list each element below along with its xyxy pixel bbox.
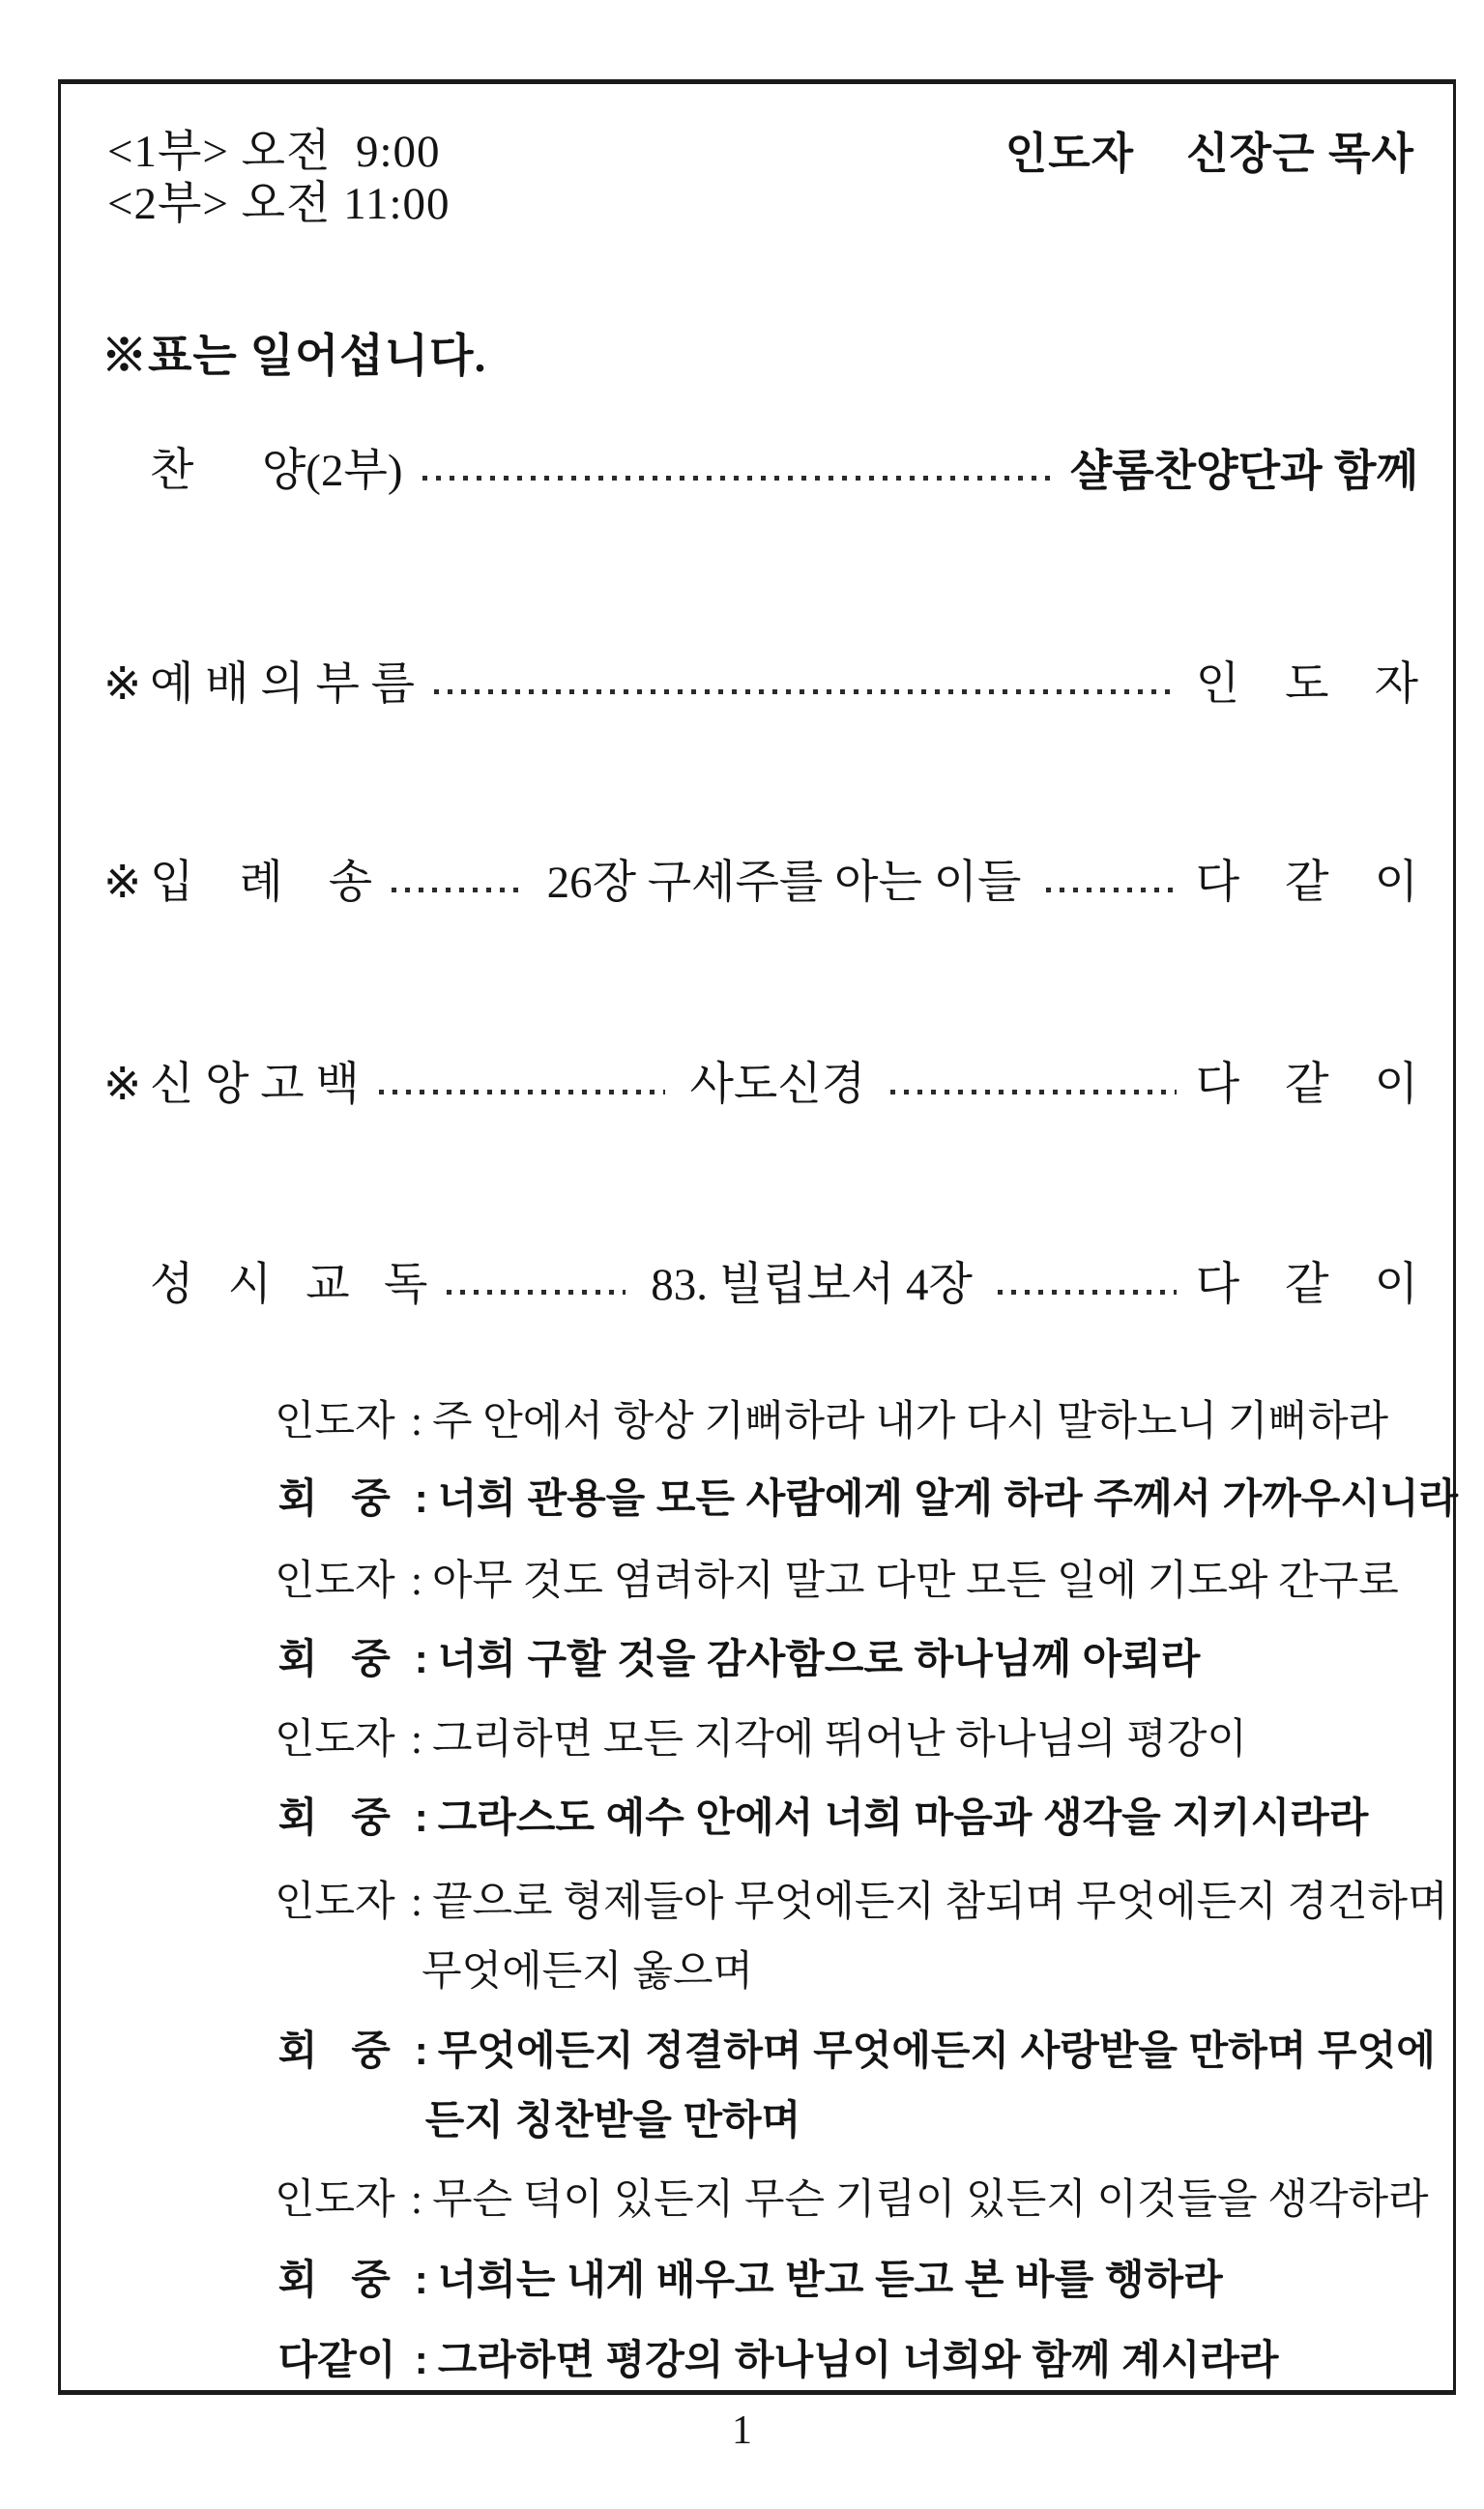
order-label: 예 배 의 부 름 [150,659,416,710]
reading-text: 그라스도 예수 안에서 너희 마음과 생각을 지키시라라 [437,1794,1369,1840]
reading-text: 무엇에든지 옳으며 [422,1949,754,1995]
speaker-label: 회 중 [277,1794,391,1840]
order-row-call-to-worship [103,656,1418,713]
order-label: 성 시 교 독 [150,1260,428,1310]
order-row-praise [103,443,1418,499]
order-label: 입 례 송 [150,858,373,908]
order-performer: 다 같 이 [1195,858,1418,908]
star-mark: ※ [103,1060,142,1110]
order-label: 찬 양(2부) [150,446,403,496]
reading-text: 무엇에든지 정결하며 무엇에든지 사랑받을 만하며 무엇에 [437,2028,1436,2073]
colon: : [411,1559,422,1604]
colon: : [411,1880,422,1925]
speaker-label: 인도자 [275,1717,395,1763]
star-mark: ※ [103,659,142,710]
reading-text: 그라하면 평강의 하나님이 너희와 함께 계시라라 [437,2337,1279,2382]
colon: : [411,1717,422,1763]
dotted-leader [422,476,1051,481]
reading-text: 아무 것도 염려하지 말고 다만 모든 일에 기도와 간구로 [431,1559,1399,1604]
reading-text: 무슨 덕이 있든지 무슨 기림이 있든지 이것들을 생각하라 [431,2177,1429,2223]
star-mark: ※ [103,858,142,908]
order-item-title: 26장 구세주를 아는 이들 [546,858,1022,908]
order-performer: 인 도 자 [1195,659,1418,710]
page-frame [58,79,1459,2395]
colon: : [414,1794,428,1840]
page-number: 1 [732,2408,752,2453]
order-row-introit [103,855,1418,911]
reading-text: 든지 칭찬받을 만하며 [424,2097,801,2143]
colon: : [414,2257,428,2302]
speaker-label: 인도자 [275,1880,395,1925]
speaker-label: 회 중 [277,1636,391,1681]
reading-text: 너희 관용을 모든 사람에게 알게 하라 주께서 가까우시니라 [437,1475,1459,1521]
order-item-title: 83. 빌립보서 4장 [651,1260,973,1310]
speaker-label: 회 중 [277,1475,391,1521]
speaker-label: 인도자 [275,2177,395,2223]
speaker-label: 인도자 [275,1399,395,1444]
dotted-leader [998,1290,1177,1295]
reading-text: 너희는 내게 배우고 받고 듣고 본 바를 행하라 [437,2257,1223,2302]
dotted-leader [1046,888,1176,892]
standing-note: ※표는 일어섭니다. [102,332,487,382]
colon: : [414,1636,428,1681]
dotted-leader [447,1290,626,1295]
dotted-leader [392,888,521,892]
dotted-leader [379,1090,665,1094]
order-performer: 다 같 이 [1195,1060,1418,1110]
speaker-label: 인도자 [275,1559,395,1604]
speaker-label: 다같이 [277,2337,396,2382]
colon: : [411,2177,422,2223]
order-row-confession-of-faith [103,1057,1418,1113]
service-time-1: <1부> 오전 9:00 [107,127,441,177]
dotted-leader [434,689,1177,694]
reading-text: 그리하면 모든 지각에 뛰어난 하나님의 평강이 [431,1717,1247,1763]
reading-text: 주 안에서 항상 기뻐하라 내가 다시 말하노니 기뻐하라 [431,1399,1389,1444]
order-label: 신 앙 고 백 [150,1060,360,1110]
order-performer: 다 같 이 [1195,1260,1418,1310]
dotted-leader [890,1090,1177,1094]
order-row-responsive-reading [103,1257,1418,1313]
worship-leader-name: 인도자 신장근 목사 [1004,129,1414,178]
reading-text: 끝으로 형제들아 무엇에든지 참되며 무엇에든지 경건하며 [431,1880,1448,1925]
service-time-2: <2부> 오전 11:00 [107,179,451,229]
reading-text: 너희 구할 것을 감사함으로 하나님께 아뢰라 [437,1636,1201,1681]
order-item-title: 사도신경 [689,1060,866,1110]
colon: : [411,1399,422,1444]
speaker-label: 회 중 [277,2257,391,2302]
colon: : [414,1475,428,1521]
colon: : [414,2028,428,2073]
order-performer: 샬롬찬양단과 함께 [1069,446,1418,495]
colon: : [414,2337,428,2382]
speaker-label: 회 중 [277,2028,391,2073]
